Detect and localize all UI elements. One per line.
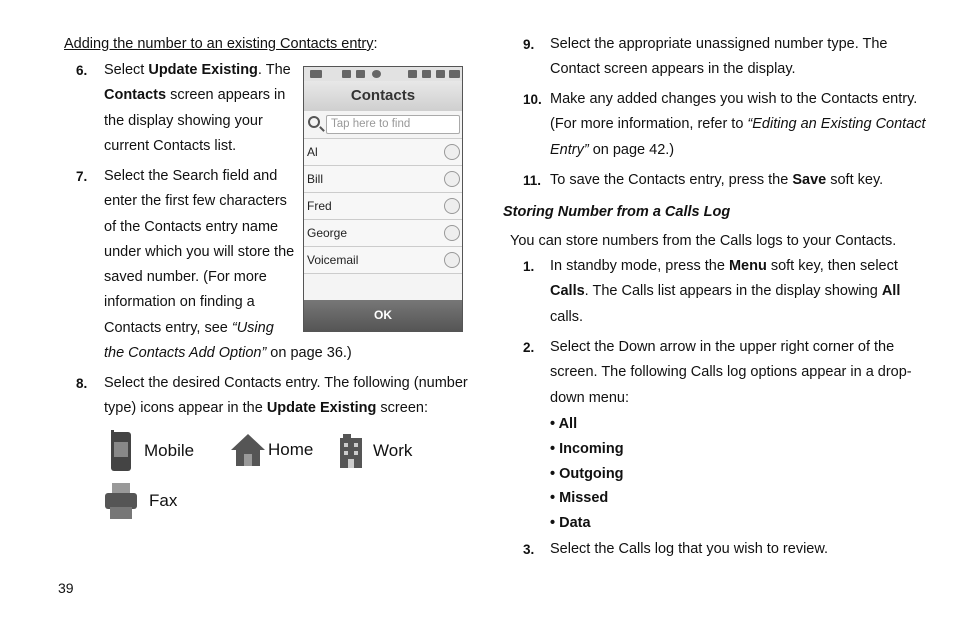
radio-button[interactable] xyxy=(444,198,460,214)
contact-row[interactable]: George xyxy=(304,220,462,247)
bullet-item: • Incoming xyxy=(550,440,624,457)
step-7-text: Select the Search field and enter the first few characters of the Contacts entry name under which you will store the saved number. (For more information on finding a Contacts entry, see “Using the Contacts Add Option” on page 36.) xyxy=(104,168,352,362)
work-type xyxy=(338,434,412,468)
radio-button[interactable] xyxy=(444,144,460,160)
radio-button[interactable] xyxy=(444,225,460,241)
step-number: 1. xyxy=(523,259,535,274)
step-number: 10. xyxy=(523,92,542,107)
fax-type xyxy=(104,483,177,519)
status-bar xyxy=(304,67,462,81)
radio-button[interactable] xyxy=(444,171,460,187)
phone-contacts-screenshot xyxy=(303,66,463,332)
radio-button[interactable] xyxy=(444,252,460,268)
mobile-label: Mobile xyxy=(144,441,195,460)
page-number: 39 xyxy=(58,580,74,596)
message-icon xyxy=(356,70,365,78)
signal-icon xyxy=(310,70,322,78)
calls-step-1-text: In standby mode, press the Menu soft key, then select Calls. The Calls list appears in the display showing All calls. xyxy=(550,258,901,325)
contact-row[interactable]: Bill xyxy=(304,166,462,193)
home-type xyxy=(230,432,313,468)
step-6-text: Select Update Existing. The Contacts screen appears in the display showing your current Contacts list. xyxy=(104,62,291,154)
status-icon xyxy=(436,70,445,78)
clock-icon xyxy=(372,70,381,78)
bullet-item: • Data xyxy=(550,515,591,532)
battery-icon xyxy=(449,70,460,78)
search-input[interactable]: Tap here to find xyxy=(326,115,460,134)
section-title: Storing Number from a Calls Log xyxy=(503,204,731,220)
work-label: Work xyxy=(373,441,413,460)
ok-button[interactable]: OK xyxy=(304,300,462,331)
bullet-item: • All xyxy=(550,416,578,432)
search-icon xyxy=(308,116,320,128)
step-9-text: Select the appropriate unassigned number type. The Contact screen appears in the display. xyxy=(550,36,888,78)
work-icon xyxy=(338,434,364,468)
status-icon xyxy=(408,70,417,78)
step-number: 3. xyxy=(523,542,535,557)
status-icon xyxy=(422,70,431,78)
step-number: 7. xyxy=(76,169,88,184)
step-number: 6. xyxy=(76,63,88,78)
bullet-item: • Missed xyxy=(550,490,609,507)
fax-label: Fax xyxy=(149,491,178,510)
calls-step-2-text: Select the Down arrow in the upper right corner of the screen. The following Calls log options appear in a drop- down menu: xyxy=(550,339,912,406)
step-number: 11. xyxy=(523,173,542,188)
step-number: 8. xyxy=(76,376,88,391)
contact-row[interactable]: Fred xyxy=(304,193,462,220)
step-11-text: To save the Contacts entry, press the Save soft key. xyxy=(550,172,884,188)
step-number: 2. xyxy=(523,340,535,355)
home-label: Home xyxy=(268,440,314,459)
contact-row[interactable]: Al xyxy=(304,139,462,166)
step-10-text: Make any added changes you wish to the Contacts entry. (For more information, refer to “Editing an Existing Contact Entry” on page 42.) xyxy=(550,91,926,158)
step-number: 9. xyxy=(523,37,535,52)
fax-icon xyxy=(104,483,138,519)
section-heading: Adding the number to an existing Contacts entry: xyxy=(64,36,378,52)
bullet-item: • Outgoing xyxy=(550,465,624,482)
mobile-icon xyxy=(110,430,132,472)
section-intro: You can store numbers from the Calls logs to your Contacts. xyxy=(510,233,897,249)
contact-row[interactable]: Voicemail xyxy=(304,247,462,274)
mobile-type xyxy=(110,430,194,472)
calls-log-options xyxy=(550,412,624,536)
phone-search-bar[interactable] xyxy=(304,111,462,139)
step-8-text: Select the desired Contacts entry. The following (number type) icons appear in the Update Existing screen: xyxy=(104,375,468,417)
phone-title: Contacts xyxy=(304,81,462,111)
calls-step-3-text: Select the Calls log that you wish to review. xyxy=(550,541,829,557)
home-icon xyxy=(230,432,266,468)
status-icon xyxy=(342,70,351,78)
